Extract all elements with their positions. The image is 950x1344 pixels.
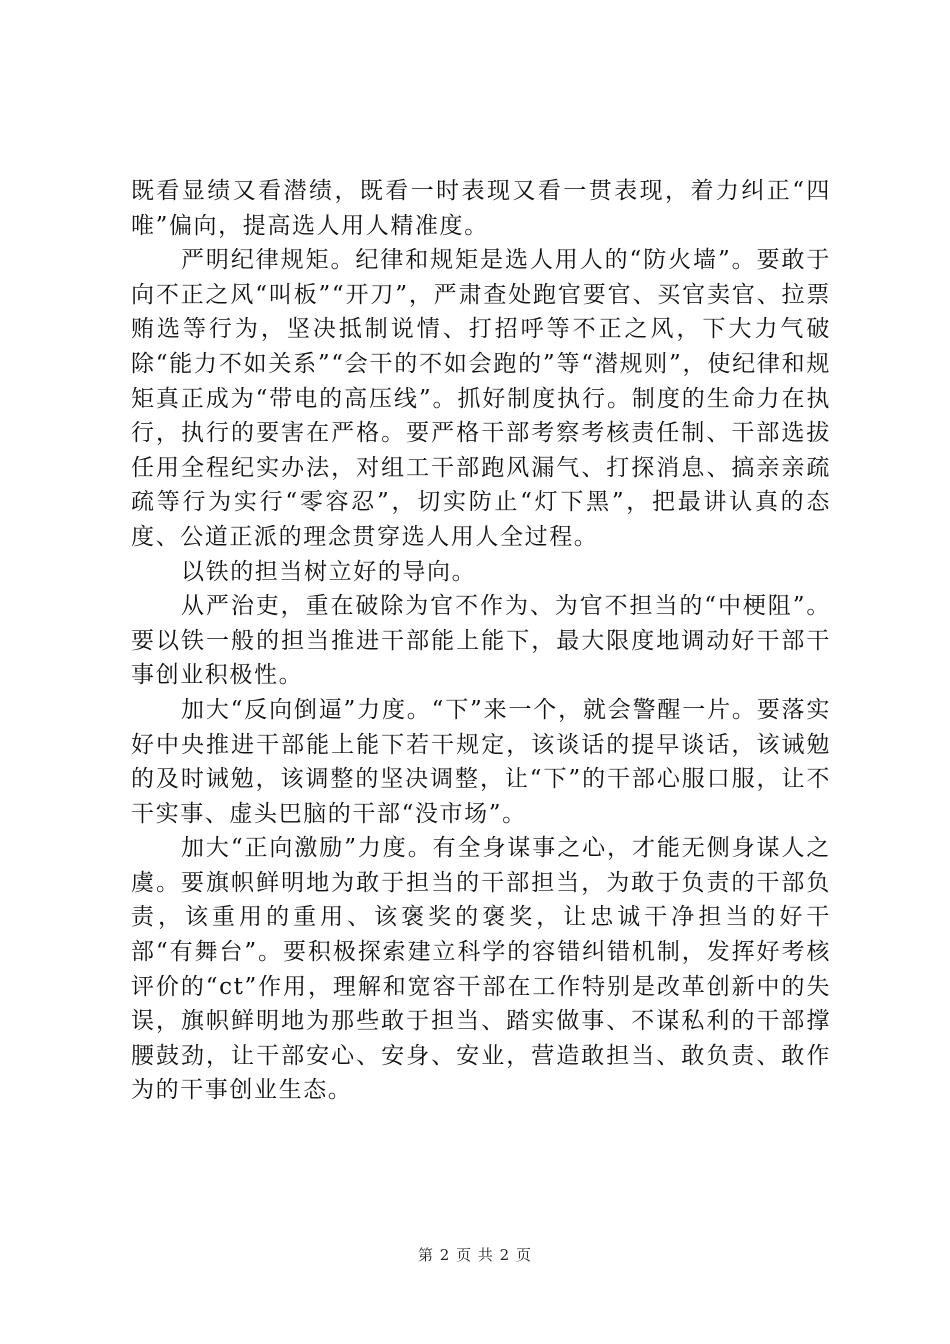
paragraph-4: 从严治吏，重在破除为官不作为、为官不担当的“中梗阻”。要以铁一般的担当推进干部能上能下，最大限度地调动好干部干事创业积极性。 [131, 593, 831, 689]
page-number-label: 第 2 页 共 2 页 [418, 1246, 532, 1264]
paragraph-5: 加大“反向倒逼”力度。“下”来一个，就会警醒一片。要落实好中央推进干部能上能下若干规定，该谈话的提早谈话，该诫勉的及时诫勉，该调整的坚决调整，让“下”的干部心服口服，让不干实事、虚头巴脑的干部“没市场”。 [131, 696, 831, 827]
document-body [131, 174, 831, 1108]
paragraph-2: 严明纪律规矩。纪律和规矩是选人用人的“防火墙”。要敢于向不正之风“叫板”“开刀”，严肃查处跑官要官、买官卖官、拉票贿选等行为，坚决抵制说情、打招呼等不正之风，下大力气破除“能力不如关系”“会干的不如会跑的”等“潜规则”，使纪律和规矩真正成为“带电的高压线”。抓好制度执行。制度的生命力在执行，执行的要害在严格。要严格干部考察考核责任制、干部选拔任用全程纪实办法，对组工干部跑风漏气、打探消息、搞亲亲疏疏等行为实行“零容忍”，切实防止“灯下黑”，把最讲认真的态度、公道正派的理念贯穿选人用人全过程。 [131, 247, 831, 550]
page-footer [0, 1244, 950, 1265]
paragraph-3: 以铁的担当树立好的导向。 [181, 558, 477, 585]
paragraph-1: 既看显绩又看潜绩，既看一时表现又看一贯表现，着力纠正“四唯”偏向，提高选人用人精准度。 [131, 178, 831, 239]
paragraph-6: 加大“正向激励”力度。有全身谋事之心，才能无侧身谋人之虞。要旗帜鲜明地为敢于担当的干部担当，为敢于负责的干部负责，该重用的重用、该褒奖的褒奖，让忠诚干净担当的好干部“有舞台”。要积极探索建立科学的容错纠错机制，发挥好考核评价的“ct”作用，理解和宽容干部在工作特别是改革创新中的失误，旗帜鲜明地为那些敢于担当、踏实做事、不谋私利的干部撑腰鼓劲，让干部安心、安身、安业，营造敢担当、敢负责、敢作为的干事创业生态。 [131, 835, 831, 1104]
